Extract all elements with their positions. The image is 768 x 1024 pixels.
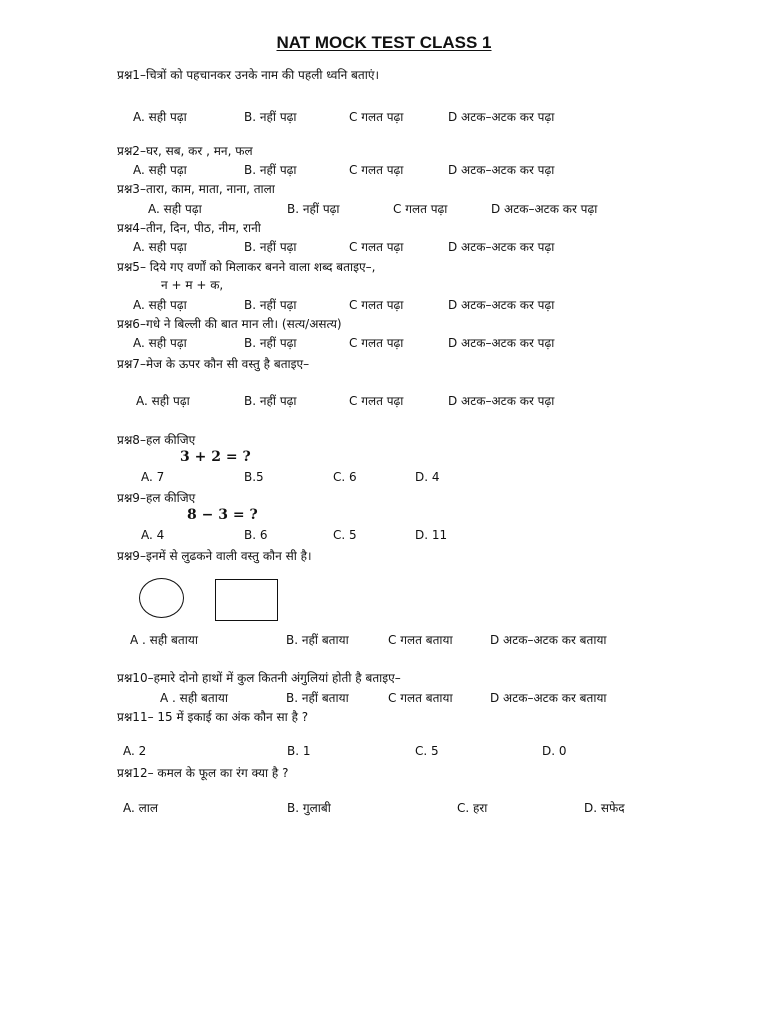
q7-option-d: D अटक–अटक कर पढ़ा: [448, 394, 555, 408]
q11-option-d: D. 0: [542, 744, 567, 758]
q9b-option-b: B. नहीं बताया: [286, 633, 349, 647]
q6-option-c: C गलत पढ़ा: [349, 336, 404, 350]
q9-option-b: B. 6: [244, 528, 268, 542]
question-2: प्रश्न2–घर, सब, कर , मन, फल: [117, 144, 253, 158]
q12-option-c: C. हरा: [457, 801, 488, 815]
question-10: प्रश्न10–हमारे दोनो हाथों में कुल कितनी अंगुलियां होती है बताइए–: [117, 671, 401, 685]
q5-option-b: B. नहीं पढ़ा: [244, 298, 297, 312]
q10-option-d: D अटक–अटक कर बताया: [490, 691, 607, 705]
q7-option-c: C गलत पढ़ा: [349, 394, 404, 408]
q9-option-c: C. 5: [333, 528, 357, 542]
q5-letters: न + म + क,: [161, 278, 224, 292]
page-title: NAT MOCK TEST CLASS 1: [276, 33, 492, 52]
rectangle-shape: [215, 579, 278, 621]
q10-option-b: B. नहीं बताया: [286, 691, 349, 705]
q2-option-a: A. सही पढ़ा: [133, 163, 187, 177]
q12-option-d: D. सफेद: [584, 801, 625, 815]
question-4: प्रश्न4–तीन, दिन, पीठ, नीम, रानी: [117, 221, 261, 235]
q5-option-a: A. सही पढ़ा: [133, 298, 187, 312]
question-9: प्रश्न9–हल कीजिए: [117, 491, 196, 505]
q4-option-c: C गलत पढ़ा: [349, 240, 404, 254]
q1-option-d: D अटक–अटक कर पढ़ा: [448, 110, 555, 124]
q5-option-c: C गलत पढ़ा: [349, 298, 404, 312]
q1-option-b: B. नहीं पढ़ा: [244, 110, 297, 124]
q3-option-b: B. नहीं पढ़ा: [287, 202, 340, 216]
q11-option-c: C. 5: [415, 744, 439, 758]
q5-option-d: D अटक–अटक कर पढ़ा: [448, 298, 555, 312]
q8-option-c: C. 6: [333, 470, 357, 484]
q9b-option-d: D अटक–अटक कर बताया: [490, 633, 607, 647]
q9-option-d: D. 11: [415, 528, 448, 542]
q11-option-a: A. 2: [123, 744, 147, 758]
q1-option-c: C गलत पढ़ा: [349, 110, 404, 124]
q11-option-b: B. 1: [287, 744, 311, 758]
q4-option-a: A. सही पढ़ा: [133, 240, 187, 254]
question-1: प्रश्न1–चित्रों को पहचानकर उनके नाम की पहली ध्वनि बताएं।: [117, 68, 380, 82]
q10-option-a: A . सही बताया: [160, 691, 228, 705]
q4-option-d: D अटक–अटक कर पढ़ा: [448, 240, 555, 254]
question-8: प्रश्न8–हल कीजिए: [117, 433, 196, 447]
q2-option-c: C गलत पढ़ा: [349, 163, 404, 177]
q12-option-b: B. गुलाबी: [287, 801, 331, 815]
question-6: प्रश्न6–गधे ने बिल्ली की बात मान ली। (सत्य/असत्य): [117, 317, 342, 331]
q6-option-d: D अटक–अटक कर पढ़ा: [448, 336, 555, 350]
q1-option-a: A. सही पढ़ा: [133, 110, 187, 124]
question-5: प्रश्न5– दिये गए वर्णों को मिलाकर बनने वाला शब्द बताइए–,: [117, 260, 376, 274]
q10-option-c: C गलत बताया: [388, 691, 453, 705]
q6-option-a: A. सही पढ़ा: [133, 336, 187, 350]
q8-option-a: A. 7: [141, 470, 165, 484]
q9b-option-a: A . सही बताया: [130, 633, 198, 647]
circle-shape: [139, 578, 184, 618]
q8-equation: 3 + 2 = ?: [180, 449, 251, 465]
q12-option-a: A. लाल: [123, 801, 159, 815]
question-3: प्रश्न3–तारा, काम, माता, नाना, ताला: [117, 182, 275, 196]
q3-option-a: A. सही पढ़ा: [148, 202, 202, 216]
q3-option-d: D अटक–अटक कर पढ़ा: [491, 202, 598, 216]
question-7: प्रश्न7–मेज के ऊपर कौन सी वस्तु है बताइए–: [117, 357, 310, 371]
q7-option-a: A. सही पढ़ा: [136, 394, 190, 408]
q4-option-b: B. नहीं पढ़ा: [244, 240, 297, 254]
q9b-option-c: C गलत बताया: [388, 633, 453, 647]
question-9b: प्रश्न9–इनमें से लुढकने वाली वस्तु कौन सी है।: [117, 549, 312, 563]
q8-option-d: D. 4: [415, 470, 440, 484]
q9-option-a: A. 4: [141, 528, 165, 542]
q3-option-c: C गलत पढ़ा: [393, 202, 448, 216]
question-12: प्रश्न12– कमल के फूल का रंग क्या है ?: [117, 766, 289, 780]
q9-equation: 8 − 3 = ?: [187, 507, 258, 523]
question-11: प्रश्न11– 15 में इकाई का अंक कौन सा है ?: [117, 710, 309, 724]
q6-option-b: B. नहीं पढ़ा: [244, 336, 297, 350]
q7-option-b: B. नहीं पढ़ा: [244, 394, 297, 408]
q2-option-d: D अटक–अटक कर पढ़ा: [448, 163, 555, 177]
q8-option-b: B.5: [244, 470, 264, 484]
q2-option-b: B. नहीं पढ़ा: [244, 163, 297, 177]
